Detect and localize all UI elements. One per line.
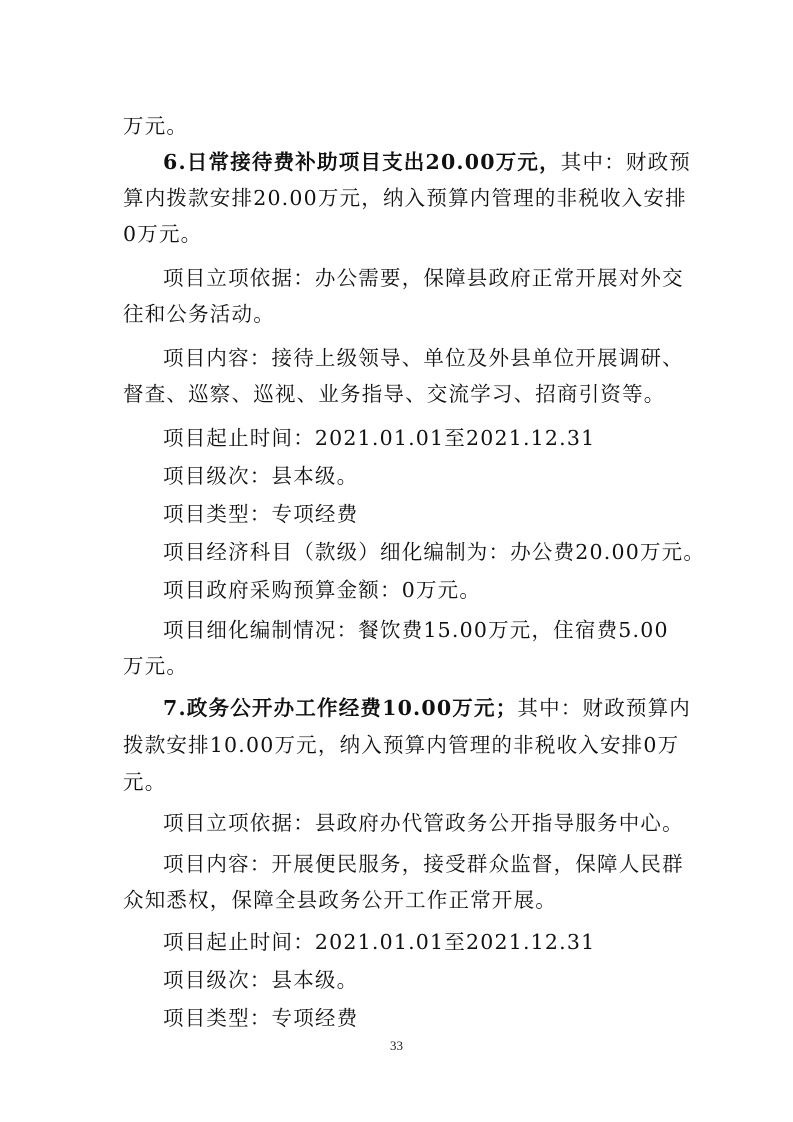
text-line: 项目起止时间：2021.01.01至2021.12.31 — [163, 930, 596, 954]
text-line: 项目级次：县本级。 — [163, 464, 359, 488]
text-line: 0万元。 — [123, 222, 203, 246]
text-line: 项目政府采购预算金额：0万元。 — [163, 578, 482, 602]
text-line: 项目类型：专项经费 — [163, 1006, 359, 1030]
text-line: 元。 — [123, 770, 167, 794]
text-line: 算内拨款安排20.00万元，纳入预算内管理的非税收入安排 — [123, 186, 687, 210]
text-line: 项目内容：开展便民服务，接受群众监督，保障人民群 — [163, 852, 684, 876]
text-line: 拨款安排10.00万元，纳入预算内管理的非税收入安排0万 — [123, 733, 680, 757]
page-number: 33 — [390, 1038, 403, 1053]
text-line: 项目级次：县本级。 — [163, 968, 359, 992]
heading-line: 7.政务公开办工作经费10.00万元；其中：财政预算内 — [163, 696, 692, 720]
text-line: 项目内容：接待上级领导、单位及外县单位开展调研、 — [163, 346, 684, 370]
text-line: 督查、巡察、巡视、业务指导、交流学习、招商引资等。 — [123, 382, 666, 406]
bold-heading: 7.政务公开办工作经费10.00万元； — [163, 696, 518, 720]
text-line: 项目起止时间：2021.01.01至2021.12.31 — [163, 426, 596, 450]
text-line: 万元。 — [123, 654, 189, 678]
text-line: 项目经济科目（款级）细化编制为：办公费20.00万元。 — [163, 540, 706, 564]
heading-line: 6.日常接待费补助项目支出20.00万元，其中：财政预 — [163, 150, 691, 174]
text-line: 项目细化编制情况：餐饮费15.00万元，住宿费5.00 — [163, 618, 669, 642]
text-line: 项目类型：专项经费 — [163, 502, 359, 526]
text-line: 项目立项依据：办公需要，保障县政府正常开展对外交 — [163, 266, 684, 290]
text-line: 万元。 — [123, 114, 189, 138]
text-line: 往和公务活动。 — [123, 302, 275, 326]
text-line: 众知悉权，保障全县政务公开工作正常开展。 — [123, 888, 557, 912]
bold-heading: 6.日常接待费补助项目支出20.00万元， — [163, 150, 561, 174]
text-line: 项目立项依据：县政府办代管政务公开指导服务中心。 — [163, 811, 684, 835]
